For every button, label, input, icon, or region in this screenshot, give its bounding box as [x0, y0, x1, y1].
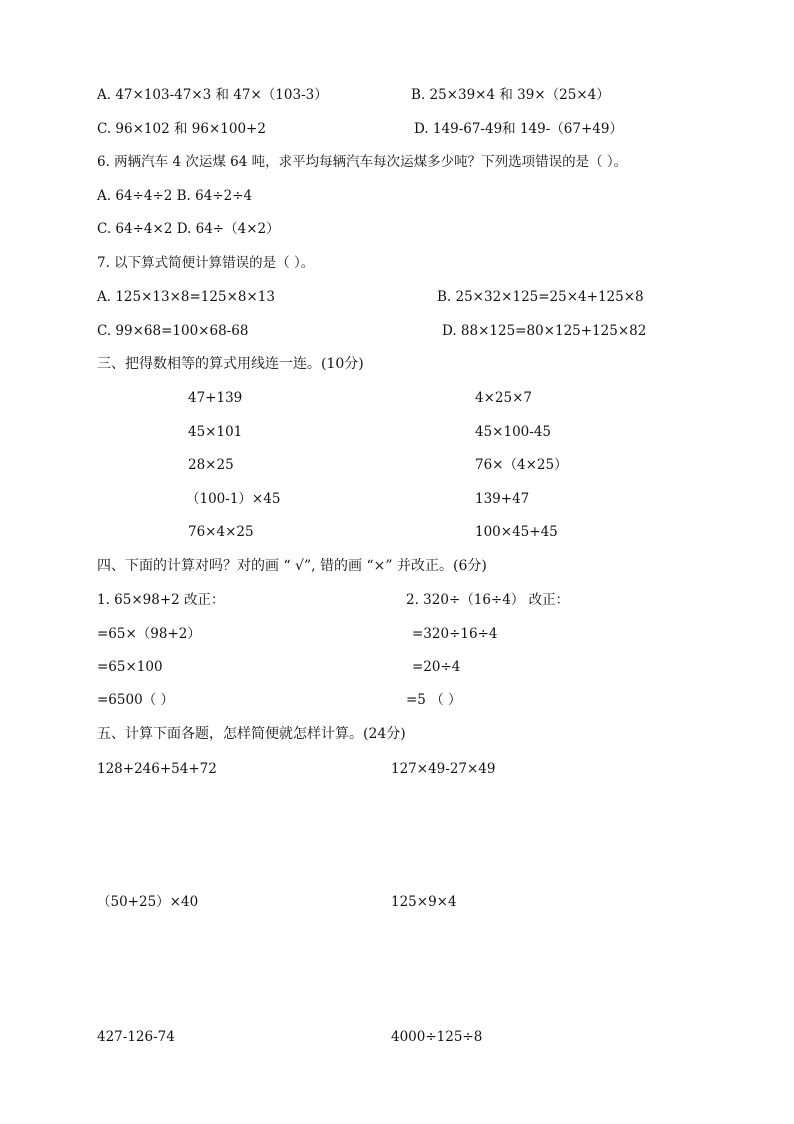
match-right-5: 100×45+45 [475, 524, 558, 540]
check-problem-2-step-3: =5 （ ） [406, 692, 462, 708]
match-right-4: 139+47 [475, 491, 530, 507]
q6-options-ab: A. 64÷4÷2 B. 64÷2÷4 [97, 188, 253, 204]
match-left-2: 45×101 [188, 424, 243, 440]
calc-problem-2: 127×49-27×49 [391, 761, 496, 777]
calc-problem-4: 125×9×4 [391, 894, 457, 910]
match-right-1: 4×25×7 [475, 390, 532, 406]
section3-title: 三、把得数相等的算式用线连一连。(10分) [97, 356, 364, 372]
check-problem-1-step-3: =6500（ ） [97, 692, 174, 708]
calc-problem-6: 4000÷125÷8 [391, 1029, 483, 1045]
check-problem-1: 1. 65×98+2 改正： [97, 592, 225, 608]
q7-option-c: C. 99×68=100×68-68 [97, 323, 249, 339]
q7-option-a: A. 125×13×8=125×8×13 [97, 289, 275, 305]
q6-options-cd: C. 64÷4×2 D. 64÷（4×2） [97, 221, 280, 237]
match-right-2: 45×100-45 [475, 424, 551, 440]
match-left-5: 76×4×25 [188, 524, 254, 540]
q5-option-b: B. 25×39×4 和 39×（25×4） [411, 87, 610, 103]
section5-title: 五、计算下面各题，怎样简便就怎样计算。(24分) [97, 726, 406, 742]
calc-problem-1: 128+246+54+72 [97, 761, 217, 777]
check-problem-1-step-1: =65×（98+2） [97, 626, 201, 642]
q5-option-a: A. 47×103-47×3 和 47×（103-3） [97, 87, 328, 103]
q5-option-d: D. 149-67-49和 149-（67+49） [414, 121, 623, 137]
q6-stem: 6. 两辆汽车 4 次运煤 64 吨，求平均每辆汽车每次运煤多少吨？下列选项错误的是（ ）。 [97, 154, 628, 170]
q5-option-c: C. 96×102 和 96×100+2 [97, 121, 266, 137]
check-problem-1-step-2: =65×100 [97, 659, 163, 675]
match-right-3: 76×（4×25） [475, 457, 568, 473]
match-left-1: 47+139 [188, 390, 243, 406]
check-problem-2-step-2: =20÷4 [412, 659, 461, 675]
match-left-3: 28×25 [188, 457, 234, 473]
check-problem-2: 2. 320÷（16÷4） 改正： [406, 592, 570, 608]
calc-problem-3: （50+25）×40 [97, 894, 199, 910]
q7-option-d: D. 88×125=80×125+125×82 [442, 323, 647, 339]
q7-option-b: B. 25×32×125=25×4+125×8 [437, 289, 644, 305]
q7-stem: 7. 以下算式简便计算错误的是（ ）。 [97, 255, 315, 271]
check-problem-2-step-1: =320÷16÷4 [412, 626, 498, 642]
section4-title: 四、下面的计算对吗？对的画 “ √”, 错的画 “×” 并改正。(6分) [97, 558, 487, 574]
match-left-4: （100-1）×45 [186, 491, 281, 507]
calc-problem-5: 427-126-74 [97, 1029, 175, 1045]
